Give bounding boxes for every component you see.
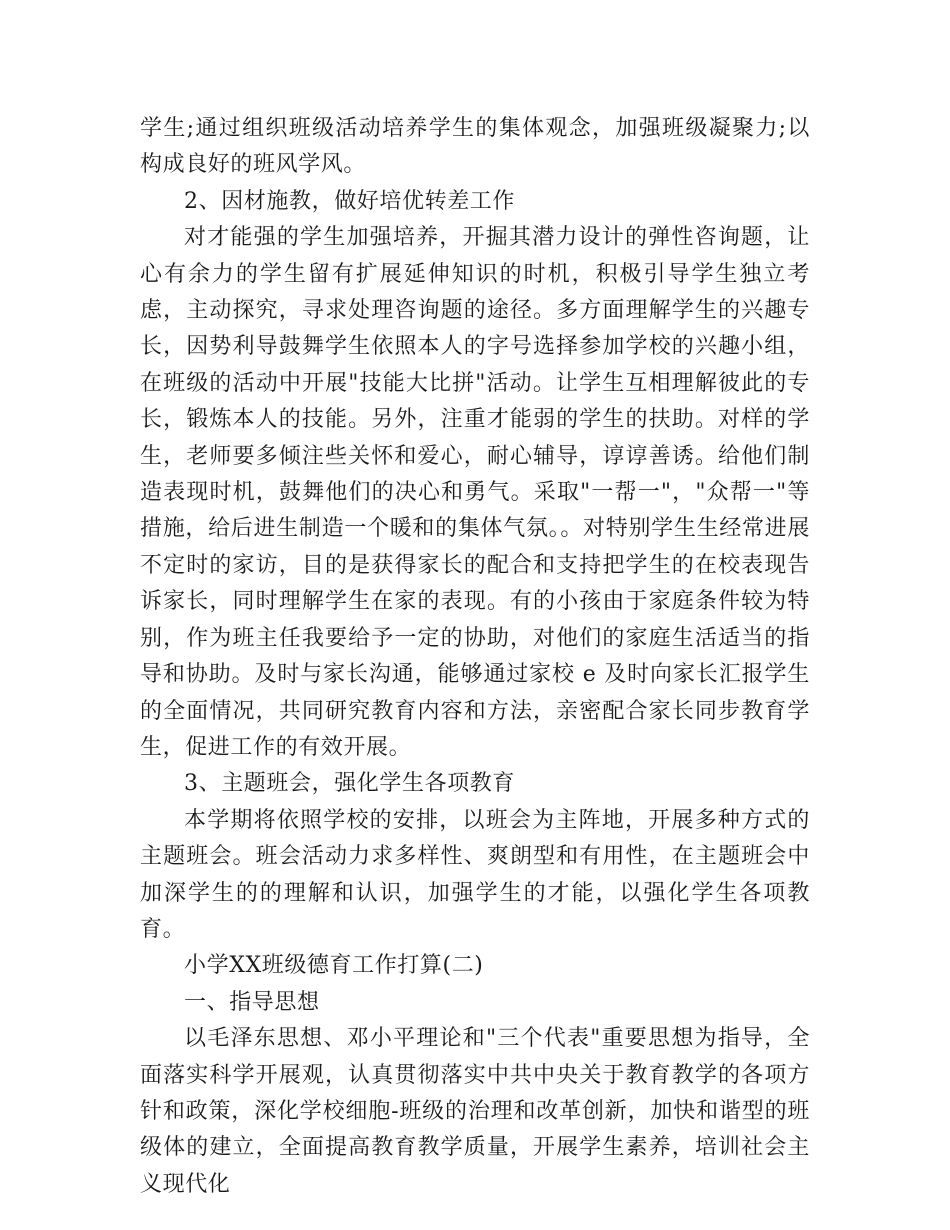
document-body (140, 111, 810, 1203)
section-heading-3: 3、主题班会，强化学生各项教育 (184, 771, 515, 797)
document-title-part-2: 小学XX班级德育工作打算(二) (184, 953, 484, 979)
paragraph-continuation: 学生;通过组织班级活动培养学生的集体观念，加强班级凝聚力;以构成良好的班风学风。 (140, 116, 810, 178)
paragraph-guiding-ideology: 以毛泽东思想、邓小平理论和"三个代表"重要思想为指导，全面落实科学开展观，认真贯彻落实中共中央关于教育教学的各项方针和政策，深化学校细胞-班级的治理和改革创新，加快和谐型的班级体的建立，全面提高教育教学质量，开展学生素养，培训社会主义现代化 (140, 1026, 810, 1197)
paragraph-gifted-students: 对才能强的学生加强培养，开掘其潜力设计的弹性咨询题，让心有余力的学生留有扩展延伸知识的时机，积极引导学生独立考虑，主动探究，寻求处理咨询题的途径。多方面理解学生的兴趣专长，因势利导鼓舞学生依照本人的字号选择参加学校的兴趣小组，在班级的活动中开展"技能大比拼"活动。让学生互相理解彼此的专长，锻炼本人的技能。另外，注重才能弱的学生的扶助。对样的学生，老师要多倾注些关怀和爱心，耐心辅导，谆谆善诱。给他们制造表现时机，鼓舞他们的决心和勇气。采取"一帮一"，"众帮一"等措施，给后进生制造一个暖和的集体气氛。。对特别学生生经常进展不定时的家访，目的是获得家长的配合和支持把学生的在校表现告诉家长，同时理解学生在家的表现。有的小孩由于家庭条件较为特别，作为班主任我要给予一定的协助，对他们的家庭生活适当的指导和协助。及时与家长沟通，能够通过家校 e 及时向家长汇报学生的全面情况，共同研究教育内容和方法，亲密配合家长同步教育学生，促进工作的有效开展。 (140, 225, 810, 760)
section-heading-2: 2、因材施教，做好培优转差工作 (184, 188, 515, 214)
paragraph-class-meeting: 本学期将依照学校的安排，以班会为主阵地，开展多种方式的主题班会。班会活动力求多样性、爽朗型和有用性，在主题班会中加深学生的的理解和认识，加强学生的才能，以强化学生各项教育。 (140, 807, 810, 942)
section-heading-guiding-ideology: 一、指导思想 (184, 989, 320, 1015)
